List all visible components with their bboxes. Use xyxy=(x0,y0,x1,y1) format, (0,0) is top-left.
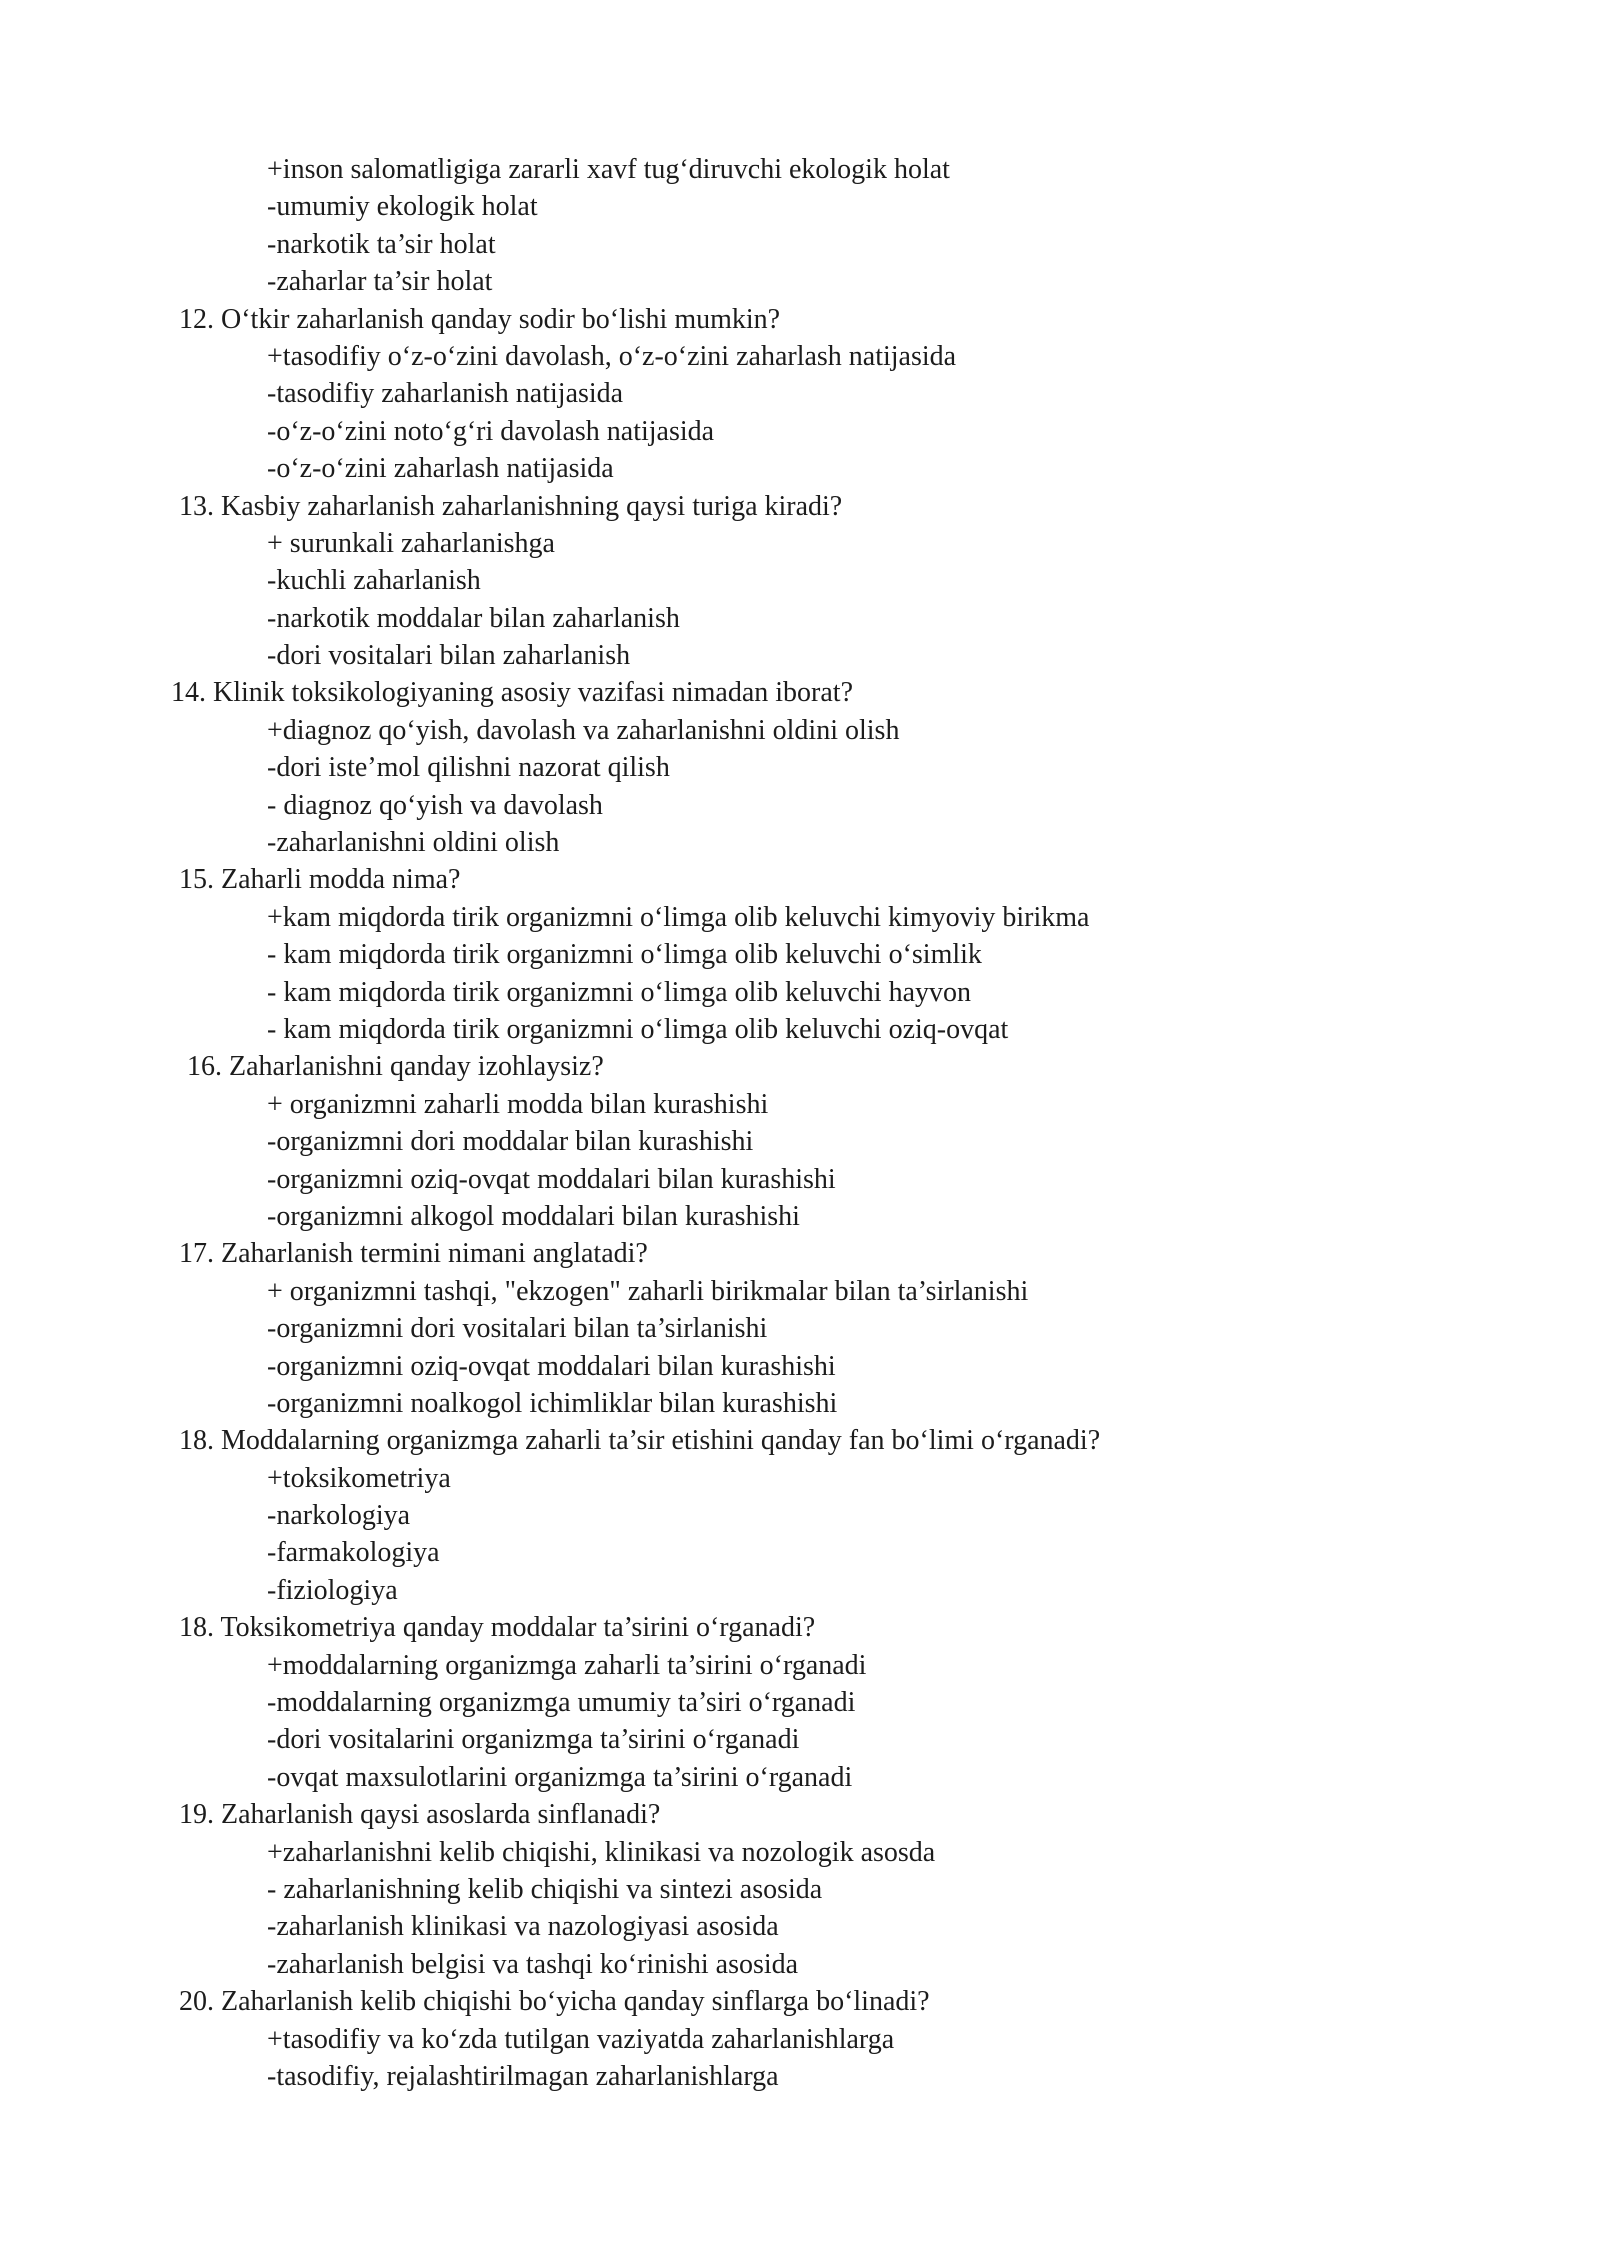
answer-option-line: + organizmni zaharli modda bilan kurashishi xyxy=(267,1088,769,1120)
answer-option-line: -ovqat maxsulotlarini organizmga ta’sirini o‘rganadi xyxy=(267,1761,853,1793)
question-line: 18. Toksikometriya qanday moddalar ta’sirini o‘rganadi? xyxy=(179,1612,816,1644)
answer-option-line: +toksikometriya xyxy=(267,1462,451,1494)
answer-option-line: -zaharlanishni oldini olish xyxy=(267,827,560,859)
answer-option-line: -narkotik moddalar bilan zaharlanish xyxy=(267,602,680,634)
answer-option-line: +kam miqdorda tirik organizmni o‘limga olib keluvchi kimyoviy birikma xyxy=(267,901,1090,933)
answer-option-line: -organizmni oziq-ovqat moddalari bilan kurashishi xyxy=(267,1163,836,1195)
answer-option-line: -farmakologiya xyxy=(267,1537,440,1569)
answer-option-line: +moddalarning organizmga zaharli ta’sirini o‘rganadi xyxy=(267,1649,867,1681)
answer-option-line: -dori vositalarini organizmga ta’sirini o‘rganadi xyxy=(267,1724,800,1756)
answer-option-line: -dori iste’mol qilishni nazorat qilish xyxy=(267,752,670,784)
answer-option-line: -organizmni oziq-ovqat moddalari bilan kurashishi xyxy=(267,1350,836,1382)
question-line: 12. O‘tkir zaharlanish qanday sodir bo‘lishi mumkin? xyxy=(179,303,781,335)
answer-option-line: +zaharlanishni kelib chiqishi, klinikasi va nozologik asosda xyxy=(267,1836,936,1868)
answer-option-line: - kam miqdorda tirik organizmni o‘limga olib keluvchi o‘simlik xyxy=(267,939,982,971)
answer-option-line: -zaharlar ta’sir holat xyxy=(267,266,493,298)
answer-option-line: - kam miqdorda tirik organizmni o‘limga olib keluvchi hayvon xyxy=(267,976,972,1008)
question-line: 13. Kasbiy zaharlanish zaharlanishning qaysi turiga kiradi? xyxy=(179,490,843,522)
answer-option-line: -organizmni dori moddalar bilan kurashishi xyxy=(267,1126,754,1158)
answer-option-line: +inson salomatligiga zararli xavf tug‘diruvchi ekologik holat xyxy=(267,154,950,185)
answer-option-line: -organizmni dori vositalari bilan ta’sirlanishi xyxy=(267,1313,768,1345)
answer-option-line: -kuchli zaharlanish xyxy=(267,565,481,597)
answer-option-line: + organizmni tashqi, "ekzogen" zaharli birikmalar bilan ta’sirlanishi xyxy=(267,1275,1029,1307)
answer-option-line: -dori vositalari bilan zaharlanish xyxy=(267,640,631,672)
answer-option-line: -umumiy ekologik holat xyxy=(267,191,538,223)
answer-option-line: -tasodifiy zaharlanish natijasida xyxy=(267,378,624,410)
answer-option-line: -moddalarning organizmga umumiy ta’siri o‘rganadi xyxy=(267,1687,856,1719)
document-page xyxy=(0,151,1600,2095)
question-line: 16. Zaharlanishni qanday izohlaysiz? xyxy=(187,1051,604,1083)
answer-option-line: +tasodifiy o‘z-o‘zini davolash, o‘z-o‘zini zaharlash natijasida xyxy=(267,340,957,372)
answer-option-line: - kam miqdorda tirik organizmni o‘limga olib keluvchi oziq-ovqat xyxy=(267,1013,1009,1045)
question-line: 19. Zaharlanish qaysi asoslarda sinflanadi? xyxy=(179,1799,661,1831)
answer-option-line: -o‘z-o‘zini noto‘g‘ri davolash natijasida xyxy=(267,415,715,447)
answer-option-line: -tasodifiy, rejalashtirilmagan zaharlanishlarga xyxy=(267,2060,779,2092)
answer-option-line: - diagnoz qo‘yish va davolash xyxy=(267,789,603,821)
answer-option-line: -zaharlanish belgisi va tashqi ko‘rinishi asosida xyxy=(267,1948,799,1980)
question-line: 15. Zaharli modda nima? xyxy=(179,864,461,896)
question-line: 17. Zaharlanish termini nimani anglatadi? xyxy=(179,1238,648,1270)
answer-option-line: + surunkali zaharlanishga xyxy=(267,527,555,559)
question-line: 18. Moddalarning organizmga zaharli ta’sir etishini qanday fan bo‘limi o‘rganadi? xyxy=(179,1425,1101,1457)
answer-option-line: - zaharlanishning kelib chiqishi va sintezi asosida xyxy=(267,1873,823,1905)
answer-option-line: -o‘z-o‘zini zaharlash natijasida xyxy=(267,453,614,485)
answer-option-line: -narkologiya xyxy=(267,1500,411,1532)
question-line: 14. Klinik toksikologiyaning asosiy vazifasi nimadan iborat? xyxy=(171,677,853,709)
answer-option-line: -zaharlanish klinikasi va nazologiyasi asosida xyxy=(267,1911,779,1943)
answer-option-line: -narkotik ta’sir holat xyxy=(267,228,496,260)
question-line: 20. Zaharlanish kelib chiqishi bo‘yicha qanday sinflarga bo‘linadi? xyxy=(179,1986,930,2018)
answer-option-line: -fiziologiya xyxy=(267,1574,398,1606)
answer-option-line: -organizmni noalkogol ichimliklar bilan kurashishi xyxy=(267,1387,838,1419)
answer-option-line: +diagnoz qo‘yish, davolash va zaharlanishni oldini olish xyxy=(267,714,900,746)
answer-option-line: +tasodifiy va ko‘zda tutilgan vaziyatda zaharlanishlarga xyxy=(267,2023,895,2055)
answer-option-line: -organizmni alkogol moddalari bilan kurashishi xyxy=(267,1200,800,1232)
